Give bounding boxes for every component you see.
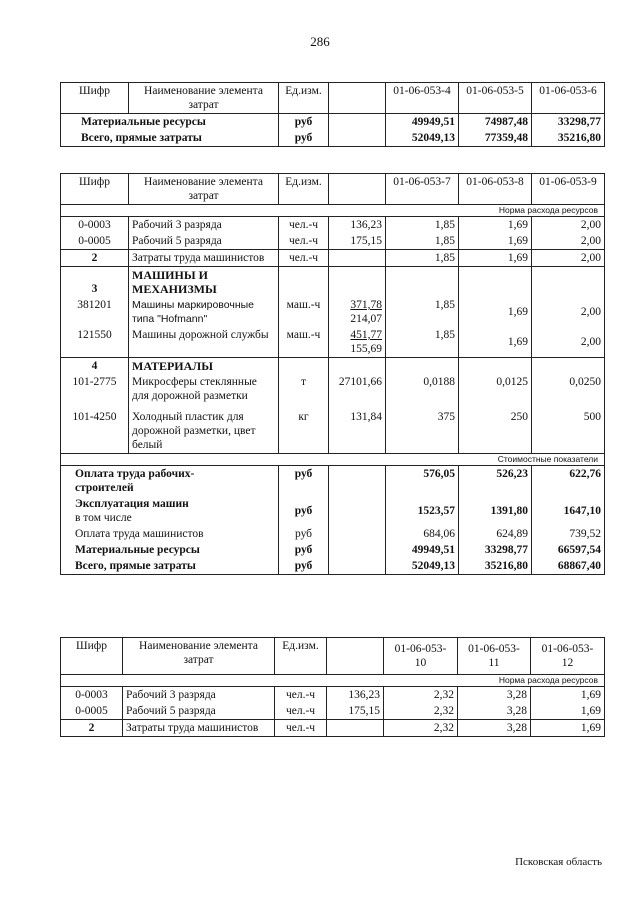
row-value: 1,85 bbox=[386, 327, 459, 358]
row-unit: руб bbox=[279, 130, 329, 147]
row-value: 1,85 bbox=[386, 233, 459, 250]
row-value: 0,0188 bbox=[386, 374, 459, 404]
row-price: 175,15 bbox=[329, 233, 386, 250]
header-unit: Ед.изм. bbox=[279, 83, 329, 114]
header-name: Наименование элемента затрат bbox=[129, 83, 279, 114]
row-unit: руб bbox=[279, 466, 329, 497]
row-name: Рабочий 5 разряда bbox=[123, 703, 275, 720]
header-code-col: 01-06-053-5 bbox=[459, 83, 532, 114]
norm-label: Норма расхода ресурсов bbox=[61, 675, 605, 687]
row-value: 622,76 bbox=[532, 466, 605, 497]
row-value: 375 bbox=[386, 404, 459, 454]
row-name: Рабочий 3 разряда bbox=[129, 217, 279, 234]
row-value: 1647,10 bbox=[532, 496, 605, 526]
row-unit: кг bbox=[279, 404, 329, 454]
row-unit: чел.-ч bbox=[279, 233, 329, 250]
row-value: 1,69 bbox=[459, 297, 532, 327]
row-name: Материальные ресурсы bbox=[61, 542, 279, 558]
row-unit: руб bbox=[279, 526, 329, 542]
row-value: 74987,48 bbox=[459, 114, 532, 131]
row-value: 2,32 bbox=[384, 703, 458, 720]
row-value: 2,32 bbox=[384, 687, 458, 704]
row-value: 2,32 bbox=[384, 720, 458, 737]
row-code: 2 bbox=[61, 720, 123, 737]
row-unit: чел.-ч bbox=[279, 217, 329, 234]
header-name: Наименование элемента затрат bbox=[123, 638, 275, 675]
row-unit: руб bbox=[279, 114, 329, 131]
row-value: 49949,51 bbox=[386, 542, 459, 558]
row-code: 0-0005 bbox=[61, 703, 123, 720]
row-name: Затраты труда машинистов bbox=[123, 720, 275, 737]
header-price bbox=[327, 638, 384, 675]
table-header bbox=[61, 83, 605, 114]
row-name: Всего, прямые затраты bbox=[61, 130, 279, 147]
row-code: 2 bbox=[61, 250, 129, 267]
row-code: 0-0003 bbox=[61, 687, 123, 704]
table-row bbox=[61, 217, 605, 234]
row-name: Рабочий 5 разряда bbox=[129, 233, 279, 250]
row-name: Затраты труда машинистов bbox=[129, 250, 279, 267]
norm-label-row bbox=[61, 675, 605, 687]
row-price: 136,23 bbox=[327, 687, 384, 704]
norm-label: Норма расхода ресурсов bbox=[61, 205, 605, 217]
header-name: Наименование элемента затрат bbox=[129, 174, 279, 205]
row-code: 121550 bbox=[61, 327, 129, 358]
table-row bbox=[61, 703, 605, 720]
section-number: 4 bbox=[61, 358, 129, 375]
row-code: 381201 bbox=[61, 297, 129, 327]
row-value: 0,0250 bbox=[532, 374, 605, 404]
row-value: 77359,48 bbox=[459, 130, 532, 147]
row-value: 2,00 bbox=[532, 250, 605, 267]
row-subnote: в том числе bbox=[75, 512, 132, 524]
table-row bbox=[61, 250, 605, 267]
row-value: 3,28 bbox=[458, 687, 531, 704]
row-value: 52049,13 bbox=[386, 558, 459, 575]
row-unit: руб bbox=[279, 542, 329, 558]
row-value: 1391,80 bbox=[459, 496, 532, 526]
row-unit: руб bbox=[279, 558, 329, 575]
table-row bbox=[61, 496, 605, 526]
row-value: 2,00 bbox=[532, 297, 605, 327]
row-value: 1,69 bbox=[459, 327, 532, 358]
row-price: 451,77 155,69 bbox=[329, 327, 386, 358]
row-price: 371,78 214,07 bbox=[329, 297, 386, 327]
row-name: Эксплуатация машин в том числе bbox=[61, 496, 279, 526]
cost-label: Стоимостные показатели bbox=[61, 454, 605, 466]
row-name: Оплата труда рабочих-строителей bbox=[61, 466, 279, 497]
header-code-col: 01-06-053-7 bbox=[386, 174, 459, 205]
header-code: Шифр bbox=[61, 638, 123, 675]
section-row bbox=[61, 358, 605, 375]
table-row bbox=[61, 558, 605, 575]
row-value: 1,69 bbox=[459, 217, 532, 234]
table-row bbox=[61, 114, 605, 131]
table-row bbox=[61, 720, 605, 737]
row-value: 0,0125 bbox=[459, 374, 532, 404]
row-unit: маш.-ч bbox=[279, 327, 329, 358]
row-code: 0-0003 bbox=[61, 217, 129, 234]
row-value: 2,00 bbox=[532, 233, 605, 250]
row-value: 739,52 bbox=[532, 526, 605, 542]
row-code: 101-4250 bbox=[61, 404, 129, 454]
row-value: 33298,77 bbox=[532, 114, 605, 131]
row-unit: чел.-ч bbox=[275, 687, 327, 704]
row-value: 1,85 bbox=[386, 297, 459, 327]
row-value: 35216,80 bbox=[532, 130, 605, 147]
row-value: 1,69 bbox=[459, 233, 532, 250]
row-name: Всего, прямые затраты bbox=[61, 558, 279, 575]
table-row bbox=[61, 542, 605, 558]
row-value: 52049,13 bbox=[386, 130, 459, 147]
row-value: 500 bbox=[532, 404, 605, 454]
header-code-col: 01-06-053-8 bbox=[459, 174, 532, 205]
row-unit: чел.-ч bbox=[279, 250, 329, 267]
summary-table-1 bbox=[60, 82, 605, 147]
row-value: 3,28 bbox=[458, 703, 531, 720]
row-name: Микросферы стеклянные для дорожной разметки bbox=[129, 374, 279, 404]
section-row bbox=[61, 267, 605, 298]
row-value: 3,28 bbox=[458, 720, 531, 737]
header-unit: Ед.изм. bbox=[279, 174, 329, 205]
resource-table-2 bbox=[60, 173, 605, 575]
section-number: 3 bbox=[61, 267, 129, 298]
table-header bbox=[61, 174, 605, 205]
row-value: 624,89 bbox=[459, 526, 532, 542]
table-row bbox=[61, 466, 605, 497]
row-unit: чел.-ч bbox=[275, 703, 327, 720]
table-row bbox=[61, 374, 605, 404]
row-price: 136,23 bbox=[329, 217, 386, 234]
header-code-col: 01-06-053-9 bbox=[532, 174, 605, 205]
row-value: 2,00 bbox=[532, 217, 605, 234]
cost-label-row bbox=[61, 454, 605, 466]
row-value: 1,85 bbox=[386, 250, 459, 267]
row-name: Оплата труда машинистов bbox=[61, 526, 279, 542]
table-row bbox=[61, 404, 605, 454]
norm-label-row bbox=[61, 205, 605, 217]
table-row bbox=[61, 526, 605, 542]
row-name: Холодный пластик для дорожной разметки, цвет белый bbox=[129, 404, 279, 454]
row-unit: маш.-ч bbox=[279, 297, 329, 327]
header-code-col: 01-06-053-10 bbox=[384, 638, 458, 675]
row-price: 27101,66 bbox=[329, 374, 386, 404]
row-name: Машины дорожной службы bbox=[129, 327, 279, 358]
row-name: Рабочий 3 разряда bbox=[123, 687, 275, 704]
header-code: Шифр bbox=[61, 83, 129, 114]
section-title: МАТЕРИАЛЫ bbox=[129, 358, 279, 375]
header-code: Шифр bbox=[61, 174, 129, 205]
table-row bbox=[61, 297, 605, 327]
row-value: 1,69 bbox=[459, 250, 532, 267]
row-price: 175,15 bbox=[327, 703, 384, 720]
table-row bbox=[61, 687, 605, 704]
page-number: 286 bbox=[310, 34, 330, 49]
row-value: 1,85 bbox=[386, 217, 459, 234]
row-price: 131,84 bbox=[329, 404, 386, 454]
row-value: 250 bbox=[459, 404, 532, 454]
row-value: 68867,40 bbox=[532, 558, 605, 575]
table-header bbox=[61, 638, 605, 675]
header-code-col: 01-06-053-11 bbox=[458, 638, 531, 675]
row-value: 576,05 bbox=[386, 466, 459, 497]
row-unit: чел.-ч bbox=[275, 720, 327, 737]
page-footer: Псковская область bbox=[515, 856, 602, 868]
header-code-col: 01-06-053-4 bbox=[386, 83, 459, 114]
row-value: 684,06 bbox=[386, 526, 459, 542]
section-title: МАШИНЫ И МЕХАНИЗМЫ bbox=[129, 267, 279, 298]
header-code-col: 01-06-053-12 bbox=[531, 638, 605, 675]
header-code-col: 01-06-053-6 bbox=[532, 83, 605, 114]
row-value: 33298,77 bbox=[459, 542, 532, 558]
row-value: 1,69 bbox=[531, 720, 605, 737]
row-value: 35216,80 bbox=[459, 558, 532, 575]
table-row bbox=[61, 233, 605, 250]
table-row bbox=[61, 327, 605, 358]
row-value: 1,69 bbox=[531, 687, 605, 704]
row-code: 101-2775 bbox=[61, 374, 129, 404]
header-price bbox=[329, 174, 386, 205]
row-name: Материальные ресурсы bbox=[61, 114, 279, 131]
row-unit: т bbox=[279, 374, 329, 404]
row-unit: руб bbox=[279, 496, 329, 526]
row-code: 0-0005 bbox=[61, 233, 129, 250]
row-value: 49949,51 bbox=[386, 114, 459, 131]
resource-table-3 bbox=[60, 637, 605, 737]
row-name: Машины маркировочные типа "Hofmann" bbox=[129, 297, 279, 327]
header-price bbox=[329, 83, 386, 114]
row-value: 2,00 bbox=[532, 327, 605, 358]
row-value: 1,69 bbox=[531, 703, 605, 720]
row-value: 66597,54 bbox=[532, 542, 605, 558]
row-value: 526,23 bbox=[459, 466, 532, 497]
header-unit: Ед.изм. bbox=[275, 638, 327, 675]
row-value: 1523,57 bbox=[386, 496, 459, 526]
table-row bbox=[61, 130, 605, 147]
